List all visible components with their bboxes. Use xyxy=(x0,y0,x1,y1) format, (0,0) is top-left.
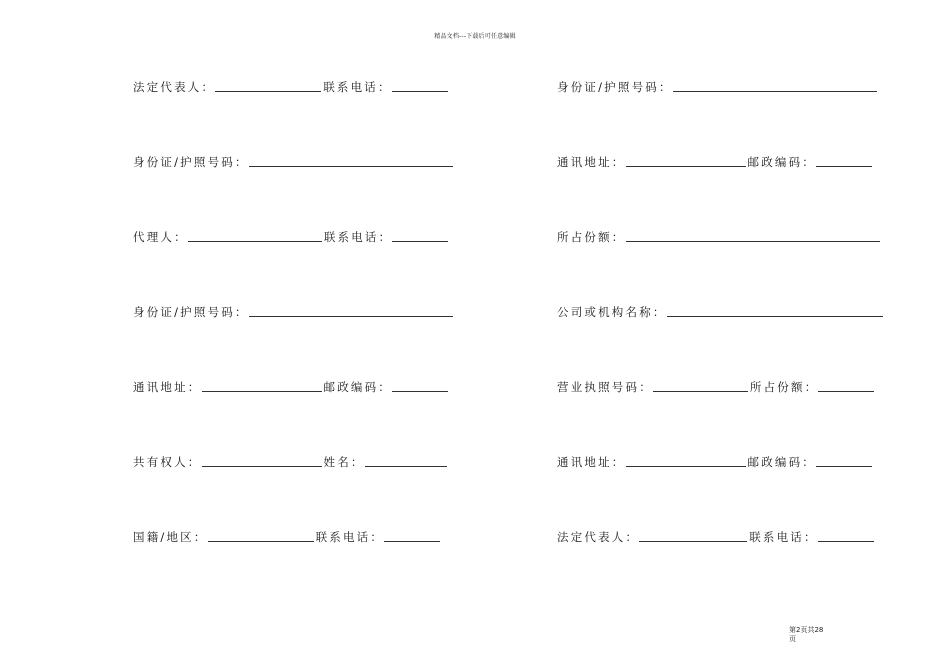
field-label: 联系电话： xyxy=(749,530,818,544)
blank-line[interactable] xyxy=(365,465,447,467)
blank-line[interactable] xyxy=(202,465,322,467)
field-row xyxy=(557,453,874,469)
field-label: 国籍/地区： xyxy=(133,530,208,544)
field-label: 邮政编码： xyxy=(747,455,816,469)
field-label: 身份证/护照号码： xyxy=(557,80,673,94)
field-row xyxy=(133,528,442,544)
blank-line[interactable] xyxy=(392,390,448,392)
field-label: 通讯地址： xyxy=(557,455,626,469)
field-label: 代理人： xyxy=(133,230,188,244)
field-label: 法定代表人： xyxy=(557,530,640,544)
field-label: 身份证/护照号码： xyxy=(133,305,249,319)
blank-line[interactable] xyxy=(249,315,453,317)
field-label: 邮政编码： xyxy=(323,380,392,394)
field-label: 身份证/护照号码： xyxy=(133,155,249,169)
blank-line[interactable] xyxy=(667,315,883,317)
field-label: 通讯地址： xyxy=(133,380,202,394)
field-row xyxy=(557,528,876,544)
blank-line[interactable] xyxy=(816,165,872,167)
page-number-line: 第2页共28 xyxy=(789,626,824,634)
blank-line[interactable] xyxy=(392,90,448,92)
field-row xyxy=(133,78,450,94)
blank-line[interactable] xyxy=(816,465,872,467)
field-row xyxy=(557,78,879,94)
page-number-line: 页 xyxy=(789,635,796,643)
blank-line[interactable] xyxy=(626,240,880,242)
blank-line[interactable] xyxy=(384,540,440,542)
blank-line[interactable] xyxy=(626,165,746,167)
field-row xyxy=(557,303,885,319)
blank-line[interactable] xyxy=(673,90,877,92)
blank-line[interactable] xyxy=(392,240,448,242)
blank-line[interactable] xyxy=(249,165,453,167)
blank-line[interactable] xyxy=(818,540,874,542)
blank-line[interactable] xyxy=(626,465,746,467)
field-row xyxy=(557,378,876,394)
field-row xyxy=(557,153,874,169)
field-row xyxy=(133,303,455,319)
blank-line[interactable] xyxy=(639,540,747,542)
field-row xyxy=(133,453,449,469)
field-row xyxy=(557,228,882,244)
field-row xyxy=(133,228,450,244)
page-header: 精品文档---下载后可任意编辑 xyxy=(434,33,516,40)
field-row xyxy=(133,378,450,394)
field-label: 姓名： xyxy=(323,455,365,469)
field-label: 联系电话： xyxy=(323,230,393,244)
page-footer xyxy=(789,626,839,644)
blank-line[interactable] xyxy=(215,90,321,92)
blank-line[interactable] xyxy=(818,390,874,392)
field-label: 邮政编码： xyxy=(747,155,816,169)
blank-line[interactable] xyxy=(188,240,322,242)
field-label: 所占份额： xyxy=(557,230,626,244)
field-label: 营业执照号码： xyxy=(557,380,653,394)
field-row xyxy=(133,153,455,169)
field-label: 所占份额： xyxy=(749,380,819,394)
field-label: 共有权人： xyxy=(133,455,202,469)
field-label: 法定代表人： xyxy=(133,80,216,94)
field-label: 通讯地址： xyxy=(557,155,626,169)
field-label: 公司或机构名称： xyxy=(557,305,667,319)
field-label: 联系电话： xyxy=(315,530,385,544)
blank-line[interactable] xyxy=(653,390,748,392)
blank-line[interactable] xyxy=(208,540,314,542)
field-label: 联系电话： xyxy=(323,80,392,94)
blank-line[interactable] xyxy=(202,390,322,392)
